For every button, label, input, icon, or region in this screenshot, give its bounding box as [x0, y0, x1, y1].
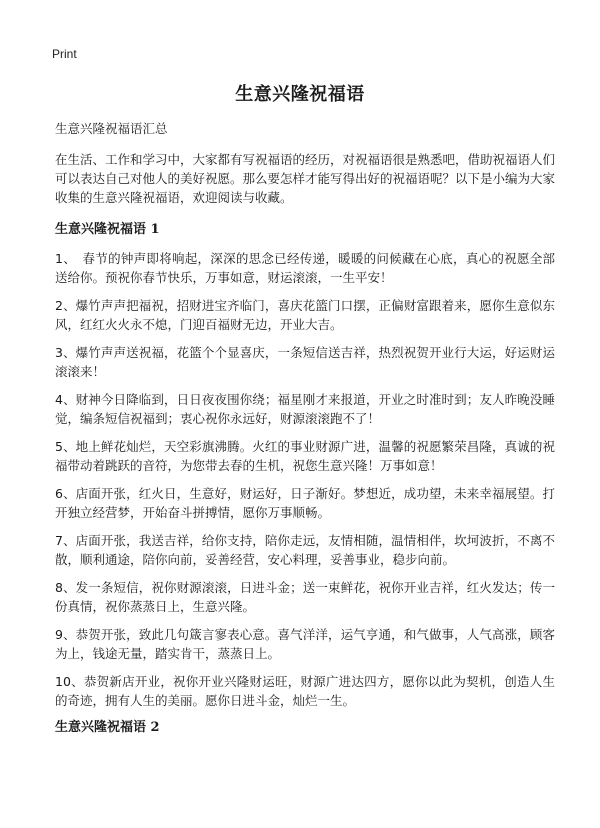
blessing-list: [55, 249, 555, 710]
list-item: 6、店面开张，红火日，生意好，财运好，日子渐好。梦想近，成功望，未来幸福展望。打开独立经营梦，开始奋斗拼搏情，愿你万事顺畅。: [55, 486, 555, 520]
list-item: 2、爆竹声声把福祝，招财进宝齐临门，喜庆花篮门口摆，正偏财富跟着来，愿你生意似东风，红红火火永不熄，门迎百福财无边，开业大吉。: [55, 298, 555, 332]
intro-paragraph: 在生活、工作和学习中，大家都有写祝福语的经历，对祝福语很是熟悉吧，借助祝福语人们可以表达自己对他人的美好祝愿。那么要怎样才能写得出好的祝福语呢？以下是小编为大家收集的生意兴隆祝福语，欢迎阅读与收藏。: [55, 152, 556, 205]
list-item: 4、财神今日降临到，日日夜夜围你绕；福星刚才来报道，开业之时准时到；友人昨晚没睡觉，编条短信祝福到；衷心祝你永远好，财源滚滚跑不了！: [55, 392, 555, 426]
list-item: 10、恭贺新店开业，祝你开业兴隆财运旺，财源广进达四方，愿你以此为契机，创造人生的奇迹，拥有人生的美丽。愿你日进斗金，灿烂一生。: [55, 674, 555, 708]
section-heading-1: 生意兴隆祝福语 1: [55, 222, 160, 237]
list-item: 7、店面开张，我送吉祥，给你支持，陪你走远，友情相随，温情相伴，坎坷波折，不离不散，顺利通途，陪你向前，妥善经营，安心料理，妥善事业，稳步向前。: [55, 533, 555, 567]
section-heading-2: 生意兴隆祝福语 2: [55, 720, 160, 735]
list-item: 5、地上鲜花灿烂，天空彩旗沸腾。火红的事业财源广进，温馨的祝愿繁荣昌隆，真诚的祝福带动着跳跃的音符，为您带去春的生机，祝您生意兴隆！万事如意！: [55, 439, 555, 473]
list-item: 1、 春节的钟声即将响起，深深的思念已经传递，暖暖的问候藏在心底，真心的祝愿全部送给你。预祝你春节快乐，万事如意，财运滚滚，一生平安！: [55, 251, 555, 285]
document-body: [55, 120, 555, 747]
page-title: 生意兴隆祝福语: [235, 84, 365, 105]
list-item: 8、发一条短信，祝你财源滚滚，日进斗金；送一束鲜花，祝你开业吉祥，红火发达；传一份真情，祝你蒸蒸日上，生意兴隆。: [55, 580, 555, 614]
document-subtitle: 生意兴隆祝福语汇总: [55, 121, 168, 136]
print-link[interactable]: Print: [52, 47, 77, 61]
list-item: 3、爆竹声声送祝福，花篮个个显喜庆，一条短信送吉祥，热烈祝贺开业行大运，好运财运滚滚来！: [55, 345, 555, 379]
list-item: 9、恭贺开张，致此几句箴言寥表心意。喜气洋洋，运气亨通，和气做事，人气高涨，顾客为上，钱途无量，踏实肯干，蒸蒸日上。: [55, 627, 555, 661]
